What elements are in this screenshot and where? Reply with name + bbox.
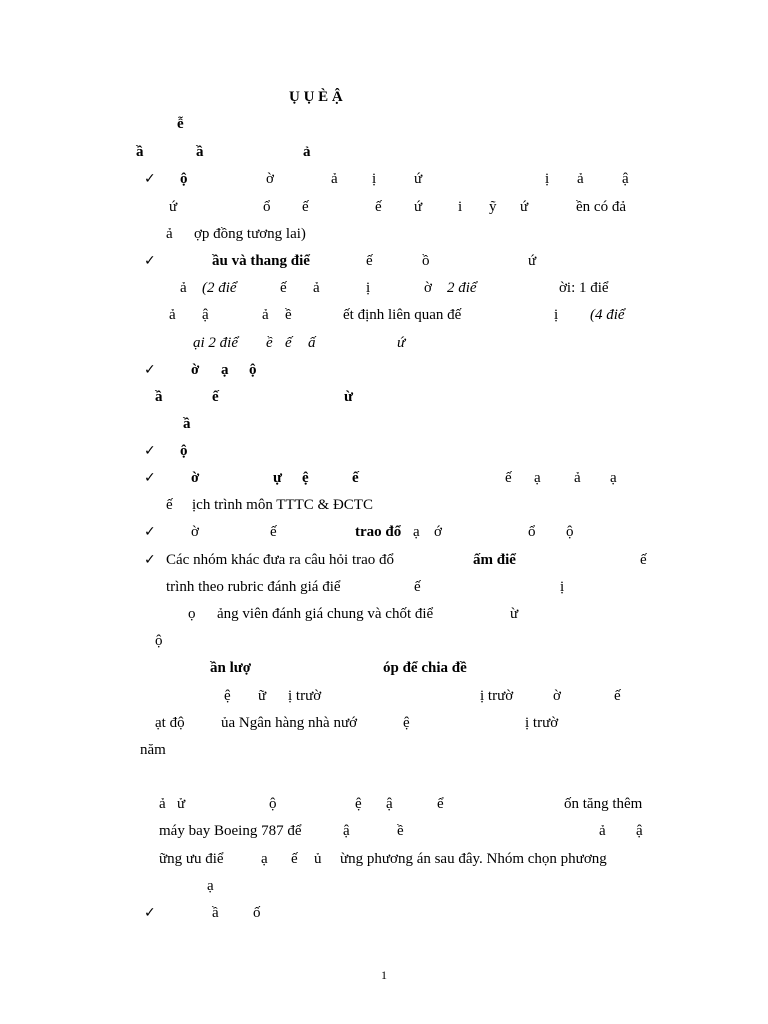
text-fragment: ị xyxy=(545,171,550,187)
text-fragment: ộ xyxy=(566,524,574,540)
text-fragment: ạ xyxy=(261,851,268,867)
text-fragment: ả xyxy=(169,307,176,323)
text-fragment: ứ xyxy=(169,199,178,215)
text-fragment: ể xyxy=(437,796,444,812)
text-fragment: ạ xyxy=(610,470,617,486)
text-fragment: ịch trình môn TTTC & ĐCTC xyxy=(192,497,373,513)
text-fragment: ết định liên quan đế xyxy=(343,307,462,323)
text-fragment: óp để chia đề xyxy=(383,660,467,676)
text-fragment: trình theo rubric đánh giá điể xyxy=(166,579,341,595)
text-fragment: ờ xyxy=(266,171,274,187)
text-fragment: ệ xyxy=(403,715,410,731)
checkmark-icon: ✓ xyxy=(144,524,156,540)
text-fragment: ế xyxy=(366,253,373,269)
text-fragment: ế xyxy=(640,552,647,568)
section-heading: ễ xyxy=(177,116,184,132)
text-fragment: ờ xyxy=(424,280,432,296)
checkmark-icon: ✓ xyxy=(144,470,156,486)
text-fragment: ứ xyxy=(414,171,423,187)
text-fragment: ờ xyxy=(191,362,200,378)
text-fragment: ế xyxy=(291,851,298,867)
checkmark-icon: ✓ xyxy=(144,443,156,459)
text-fragment: ạ xyxy=(207,878,214,894)
text-fragment: ị trườ xyxy=(525,715,559,731)
checkmark-icon: ✓ xyxy=(144,171,156,187)
text-fragment: ời: 1 điể xyxy=(559,280,609,296)
text-fragment: ế xyxy=(280,280,287,296)
text-fragment: ừ xyxy=(510,606,519,622)
text-fragment: ần lượ xyxy=(210,660,252,676)
text-fragment: ả xyxy=(574,470,581,486)
text-fragment: ị xyxy=(372,171,377,187)
checkmark-icon: ✓ xyxy=(144,253,156,269)
text-fragment: máy bay Boeing 787 để xyxy=(159,823,302,839)
text-fragment: ộ xyxy=(180,443,188,459)
text-fragment: ố xyxy=(253,905,261,921)
text-fragment: ầ xyxy=(196,144,204,160)
text-fragment: trao đổ xyxy=(355,524,402,540)
text-fragment: ế xyxy=(375,199,382,215)
text-fragment: ứ xyxy=(520,199,529,215)
text-fragment: ế xyxy=(414,579,421,595)
text-fragment: ả xyxy=(180,280,187,296)
text-fragment: (4 điể xyxy=(590,307,625,323)
text-fragment: ề xyxy=(285,307,292,323)
text-fragment: ảng viên đánh giá chung và chốt điể xyxy=(217,606,434,622)
text-fragment: ị trườ xyxy=(288,688,322,704)
text-fragment: ả xyxy=(262,307,269,323)
text-fragment: ạ xyxy=(221,362,229,378)
text-fragment: ự xyxy=(273,470,283,486)
text-fragment: ứ xyxy=(528,253,537,269)
text-fragment: ệ xyxy=(224,688,231,704)
text-fragment: (2 điể xyxy=(202,280,237,296)
text-fragment: ề xyxy=(397,823,404,839)
text-fragment: ạt độ xyxy=(155,715,185,731)
text-fragment: ờ xyxy=(191,470,200,486)
text-fragment: ầu và thang điể xyxy=(212,253,310,269)
text-fragment: ề xyxy=(266,335,273,351)
text-fragment: ủ xyxy=(314,851,322,867)
text-fragment: ế xyxy=(302,199,309,215)
text-fragment: ị xyxy=(554,307,559,323)
text-fragment: ử xyxy=(177,796,186,812)
text-fragment: ả xyxy=(159,796,166,812)
text-fragment: ứ xyxy=(397,335,406,351)
text-fragment: ủa Ngân hàng nhà nướ xyxy=(221,715,358,731)
text-fragment: ọ xyxy=(188,606,196,622)
text-fragment: năm xyxy=(140,742,166,758)
text-fragment: ổ xyxy=(263,199,271,215)
checkmark-icon: ✓ xyxy=(144,362,156,378)
text-fragment: ừ xyxy=(344,389,354,405)
text-fragment: ại 2 điể xyxy=(193,335,238,351)
text-fragment: ệ xyxy=(355,796,362,812)
text-fragment: ốn tăng thêm xyxy=(564,796,643,812)
text-fragment: ậ xyxy=(622,171,629,187)
text-fragment: ữ xyxy=(258,688,267,704)
text-fragment: ệ xyxy=(302,470,309,486)
text-fragment: ế xyxy=(505,470,512,486)
text-fragment: ổ xyxy=(528,524,536,540)
text-fragment: ạ xyxy=(413,524,420,540)
text-fragment: ững ưu điể xyxy=(159,851,224,867)
text-fragment: ền có đả xyxy=(576,199,626,215)
text-fragment: ỹ xyxy=(489,199,497,215)
text-fragment: ầ xyxy=(212,905,219,921)
text-fragment: ấm điể xyxy=(473,552,516,568)
text-fragment: ế xyxy=(212,389,219,405)
checkmark-icon: ✓ xyxy=(144,905,156,921)
text-fragment: ế xyxy=(270,524,277,540)
text-fragment: ả xyxy=(313,280,320,296)
text-fragment: ứ xyxy=(414,199,423,215)
text-fragment: ớ xyxy=(434,524,442,540)
text-fragment: ậ xyxy=(202,307,209,323)
text-fragment: ậ xyxy=(636,823,643,839)
text-fragment: Các nhóm khác đưa ra câu hỏi trao đổ xyxy=(166,552,395,568)
text-fragment: ợp đồng tương lai) xyxy=(194,226,306,242)
text-fragment: ờ xyxy=(553,688,561,704)
text-fragment: ờ xyxy=(191,524,199,540)
text-fragment: ả xyxy=(577,171,584,187)
page-number: 1 xyxy=(381,968,387,982)
text-fragment: ồ xyxy=(422,253,430,269)
doc-title: Ụ Ụ È Ậ xyxy=(289,89,343,105)
text-fragment: ầ xyxy=(183,416,191,432)
text-fragment: ả xyxy=(303,144,311,160)
text-fragment: ộ xyxy=(155,633,163,649)
text-fragment: ầ xyxy=(155,389,163,405)
text-fragment: ả xyxy=(331,171,338,187)
text-fragment: ả xyxy=(166,226,173,242)
text-fragment: ấ xyxy=(308,335,316,351)
text-fragment: ế xyxy=(614,688,621,704)
text-fragment: ừng phương án sau đây. Nhóm chọn phương xyxy=(340,851,607,867)
text-fragment: ị xyxy=(366,280,371,296)
text-fragment: ị xyxy=(560,579,565,595)
text-fragment: ậ xyxy=(343,823,350,839)
checkmark-icon: ✓ xyxy=(144,552,156,568)
text-fragment: ậ xyxy=(386,796,393,812)
text-fragment: ế xyxy=(352,470,359,486)
text-fragment: ộ xyxy=(249,362,257,378)
text-fragment: ạ xyxy=(534,470,541,486)
text-fragment: ị trườ xyxy=(480,688,514,704)
text-fragment: i xyxy=(458,199,463,215)
text-fragment: ầ xyxy=(136,144,144,160)
text-fragment: ả xyxy=(599,823,606,839)
text-fragment: 2 điể xyxy=(447,280,477,296)
text-fragment: ộ xyxy=(269,796,277,812)
text-fragment: ế xyxy=(166,497,173,513)
text-fragment: ế xyxy=(285,335,292,351)
text-fragment: ộ xyxy=(180,171,188,187)
